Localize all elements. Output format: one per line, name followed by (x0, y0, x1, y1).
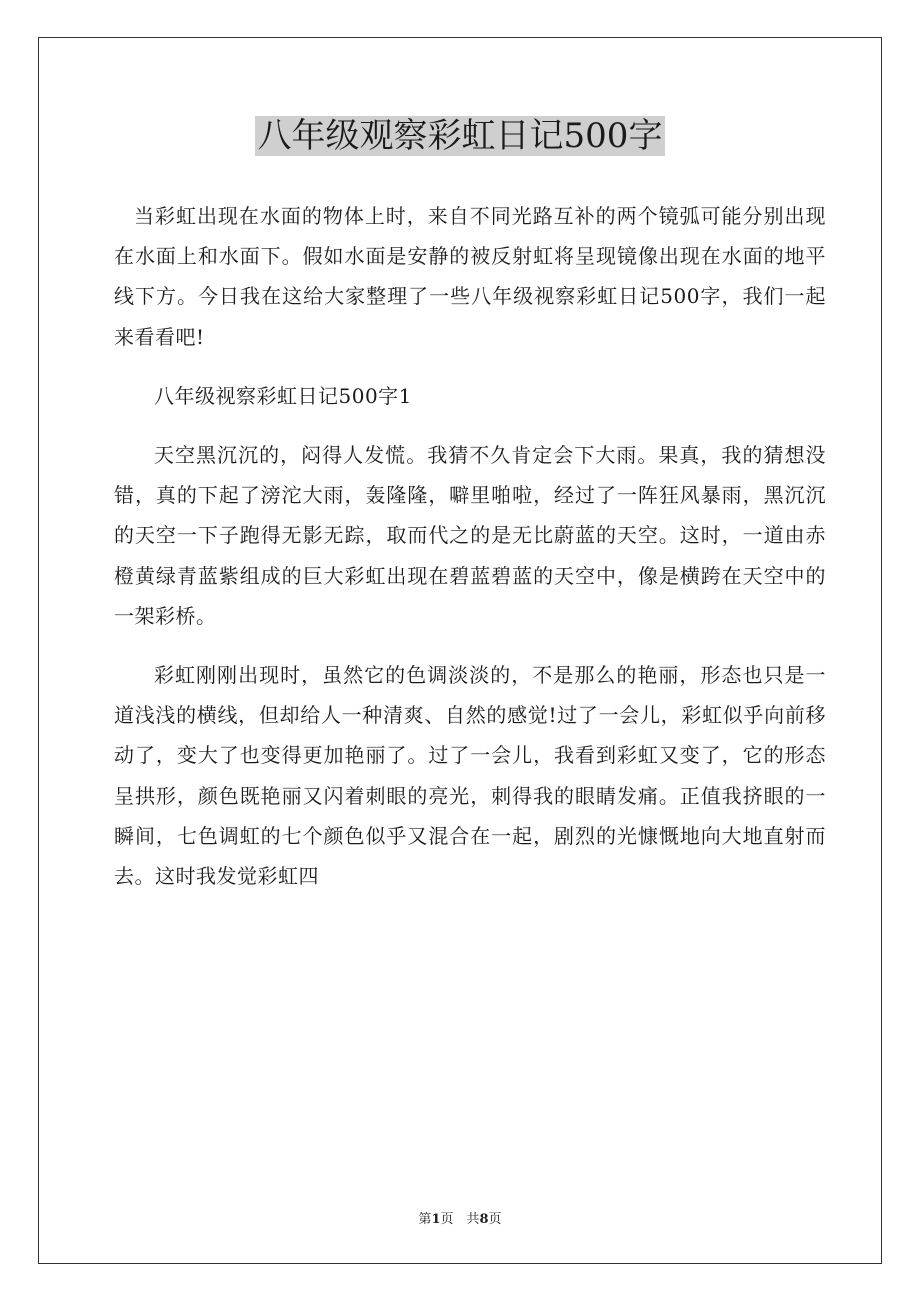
footer-prefix: 第 (418, 1212, 432, 1227)
footer-page-current: 1 (431, 1212, 441, 1227)
body-paragraph: 彩虹刚刚出现时，虽然它的色调淡淡的，不是那么的艳丽，形态也只是一道浅浅的横线，但却给人一种清爽、自然的感觉!过了一会儿，彩虹似乎向前移动了，变大了也变得更加艳丽了。过了一会儿，我看到彩虹又变了，它的形态呈拱形，颜色既艳丽又闪着刺眼的亮光，刺得我的眼睛发痛。正值我挤眼的一瞬间，七色调虹的七个颜色似乎又混合在一起，剧烈的光慷慨地向大地直射而去。这时我发觉彩虹四 (114, 663, 826, 889)
footer-page-total: 8 (479, 1212, 489, 1227)
footer-suffix: 页 (488, 1212, 502, 1227)
title-highlight: 八年级观察彩虹日记500字 (255, 116, 666, 156)
intro-paragraph: 当彩虹出现在水面的物体上时，来自不同光路互补的两个镜弧可能分别出现在水面上和水面下。假如水面是安静的被反射虹将呈现镜像出现在水面的地平线下方。今日我在这给大家整理了一些八年级视察彩虹日记500字，我们一起来看看吧! (114, 204, 826, 349)
section-heading: 八年级视察彩虹日记500字1 (154, 383, 412, 408)
document-title (0, 112, 920, 160)
page-footer (0, 1208, 920, 1227)
body-paragraph: 天空黑沉沉的，闷得人发慌。我猜不久肯定会下大雨。果真，我的猜想没错，真的下起了滂沱大雨，轰隆隆，噼里啪啦，经过了一阵狂风暴雨，黑沉沉的天空一下子跑得无影无踪，取而代之的是无比蔚蓝的天空。这时，一道由赤橙黄绿青蓝紫组成的巨大彩虹出现在碧蓝碧蓝的天空中，像是横跨在天空中的一架彩桥。 (114, 443, 826, 628)
footer-middle: 页 共 (440, 1212, 480, 1227)
document-body (114, 196, 826, 915)
